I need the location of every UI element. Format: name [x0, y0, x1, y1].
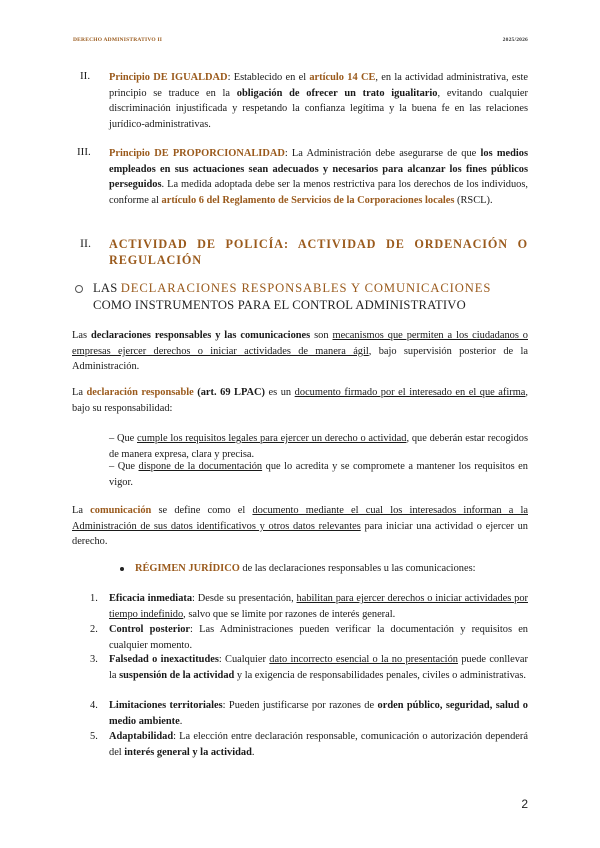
item-number-1: 1. — [90, 593, 98, 604]
header-course-title: DERECHO ADMINISTRATIVO II — [73, 37, 163, 43]
paragraph-comunicacion: La comunicación se define como el documento mediante el cual los interesados informan a la Administración de sus datos identificativos y otros datos relevantes para iniciar una actividad o ejercer un derecho. — [72, 505, 528, 548]
item-number-3: 3. — [90, 654, 98, 665]
principle-proporcionalidad-reference: artículo 6 del Reglamento de Servicios de la Corporaciones locales — [161, 194, 455, 206]
list-item-adaptabilidad: Adaptabilidad: La elección entre declaración responsable, comunicación o autorización dependerá del interés general y la actividad. — [109, 731, 528, 758]
list-item-control: Control posterior: Las Administraciones pueden verificar la documentación y requisitos en cualquier momento. — [109, 624, 528, 651]
principle-igualdad-reference: artículo 14 CE — [309, 72, 376, 83]
principle-igualdad-number: II. — [80, 70, 91, 82]
dash-item-documentacion: – Que dispone de la documentación que lo acredita y se compromete a mantener los requisitos en vigor. — [109, 461, 528, 488]
circle-bullet-icon — [75, 285, 83, 293]
principle-igualdad-text: Principio DE IGUALDAD: Establecido en el artículo 14 CE, en la actividad administrativa, este principio se traduce en la obligación de ofrecer un trato igualitario, evitando cualquier discriminación injustificada y respetando la confianza legítima y la buena fe en las relaciones jurídico-administrativas. — [109, 72, 528, 130]
paragraph-declaraciones: Las declaraciones responsables y las comunicaciones son mecanismos que permiten a los ciudadanos o empresas ejercer derechos o iniciar actividades de manera ágil, bajo supervisión posterior de la Administración. — [72, 330, 528, 373]
list-item-limitaciones: Limitaciones territoriales: Pueden justificarse por razones de orden público, seguridad, salud o medio ambiente. — [109, 700, 528, 727]
header-academic-year: 2025/2026 — [502, 37, 528, 43]
bullet-dot-icon — [120, 567, 124, 571]
list-item-falsedad: Falsedad o inexactitudes: Cualquier dato incorrecto esencial o la no presentación puede conllevar la suspensión de la actividad y la exigencia de responsabilidades penales, civiles o administrativas. — [109, 654, 528, 681]
dash-item-requisitos: – Que cumple los requisitos legales para ejercer un derecho o actividad, que deberán estar recogidos de manera expresa, clara y precisa. — [109, 433, 529, 460]
regimen-juridico-heading: RÉGIMEN JURÍDICO de las declaraciones responsables u las comunicaciones: — [135, 563, 476, 574]
page-number: 2 — [521, 797, 528, 811]
principle-proporcionalidad-number: III. — [77, 146, 91, 158]
section-number: II. — [80, 236, 91, 250]
principle-proporcionalidad-title: Principio DE PROPORCIONALIDAD — [109, 148, 285, 159]
item-number-2: 2. — [90, 624, 98, 635]
item-number-4: 4. — [90, 700, 98, 711]
paragraph-declaracion-responsable: La declaración responsable (art. 69 LPAC) es un documento firmado por el interesado en el que afirma, bajo su responsabilidad: — [72, 387, 529, 414]
subsection-title: LAS DECLARACIONES RESPONSABLES Y COMUNICACIONES COMO INSTRUMENTOS PARA EL CONTROL ADMINISTRATIVO — [93, 281, 492, 312]
principle-igualdad-title: Principio DE IGUALDAD — [109, 72, 228, 83]
item-number-5: 5. — [90, 731, 98, 742]
list-item-eficacia: Eficacia inmediata: Desde su presentación, habilitan para ejercer derechos o iniciar actividades por tiempo indefinido, salvo que se limite por razones de interés general. — [109, 593, 528, 620]
principle-proporcionalidad-text: Principio DE PROPORCIONALIDAD: La Administración debe asegurarse de que los medios empleados en sus actuaciones sean adecuados y necesarios para alcanzar los fines públicos perseguidos. La medida adoptada debe ser la menos restrictiva para los derechos de los individuos, conforme al artículo 6 del Reglamento de Servicios de la Corporaciones locales (RSCL). — [109, 148, 528, 206]
section-title: ACTIVIDAD DE POLICÍA: ACTIVIDAD DE ORDENACIÓN O REGULACIÓN — [109, 237, 528, 267]
